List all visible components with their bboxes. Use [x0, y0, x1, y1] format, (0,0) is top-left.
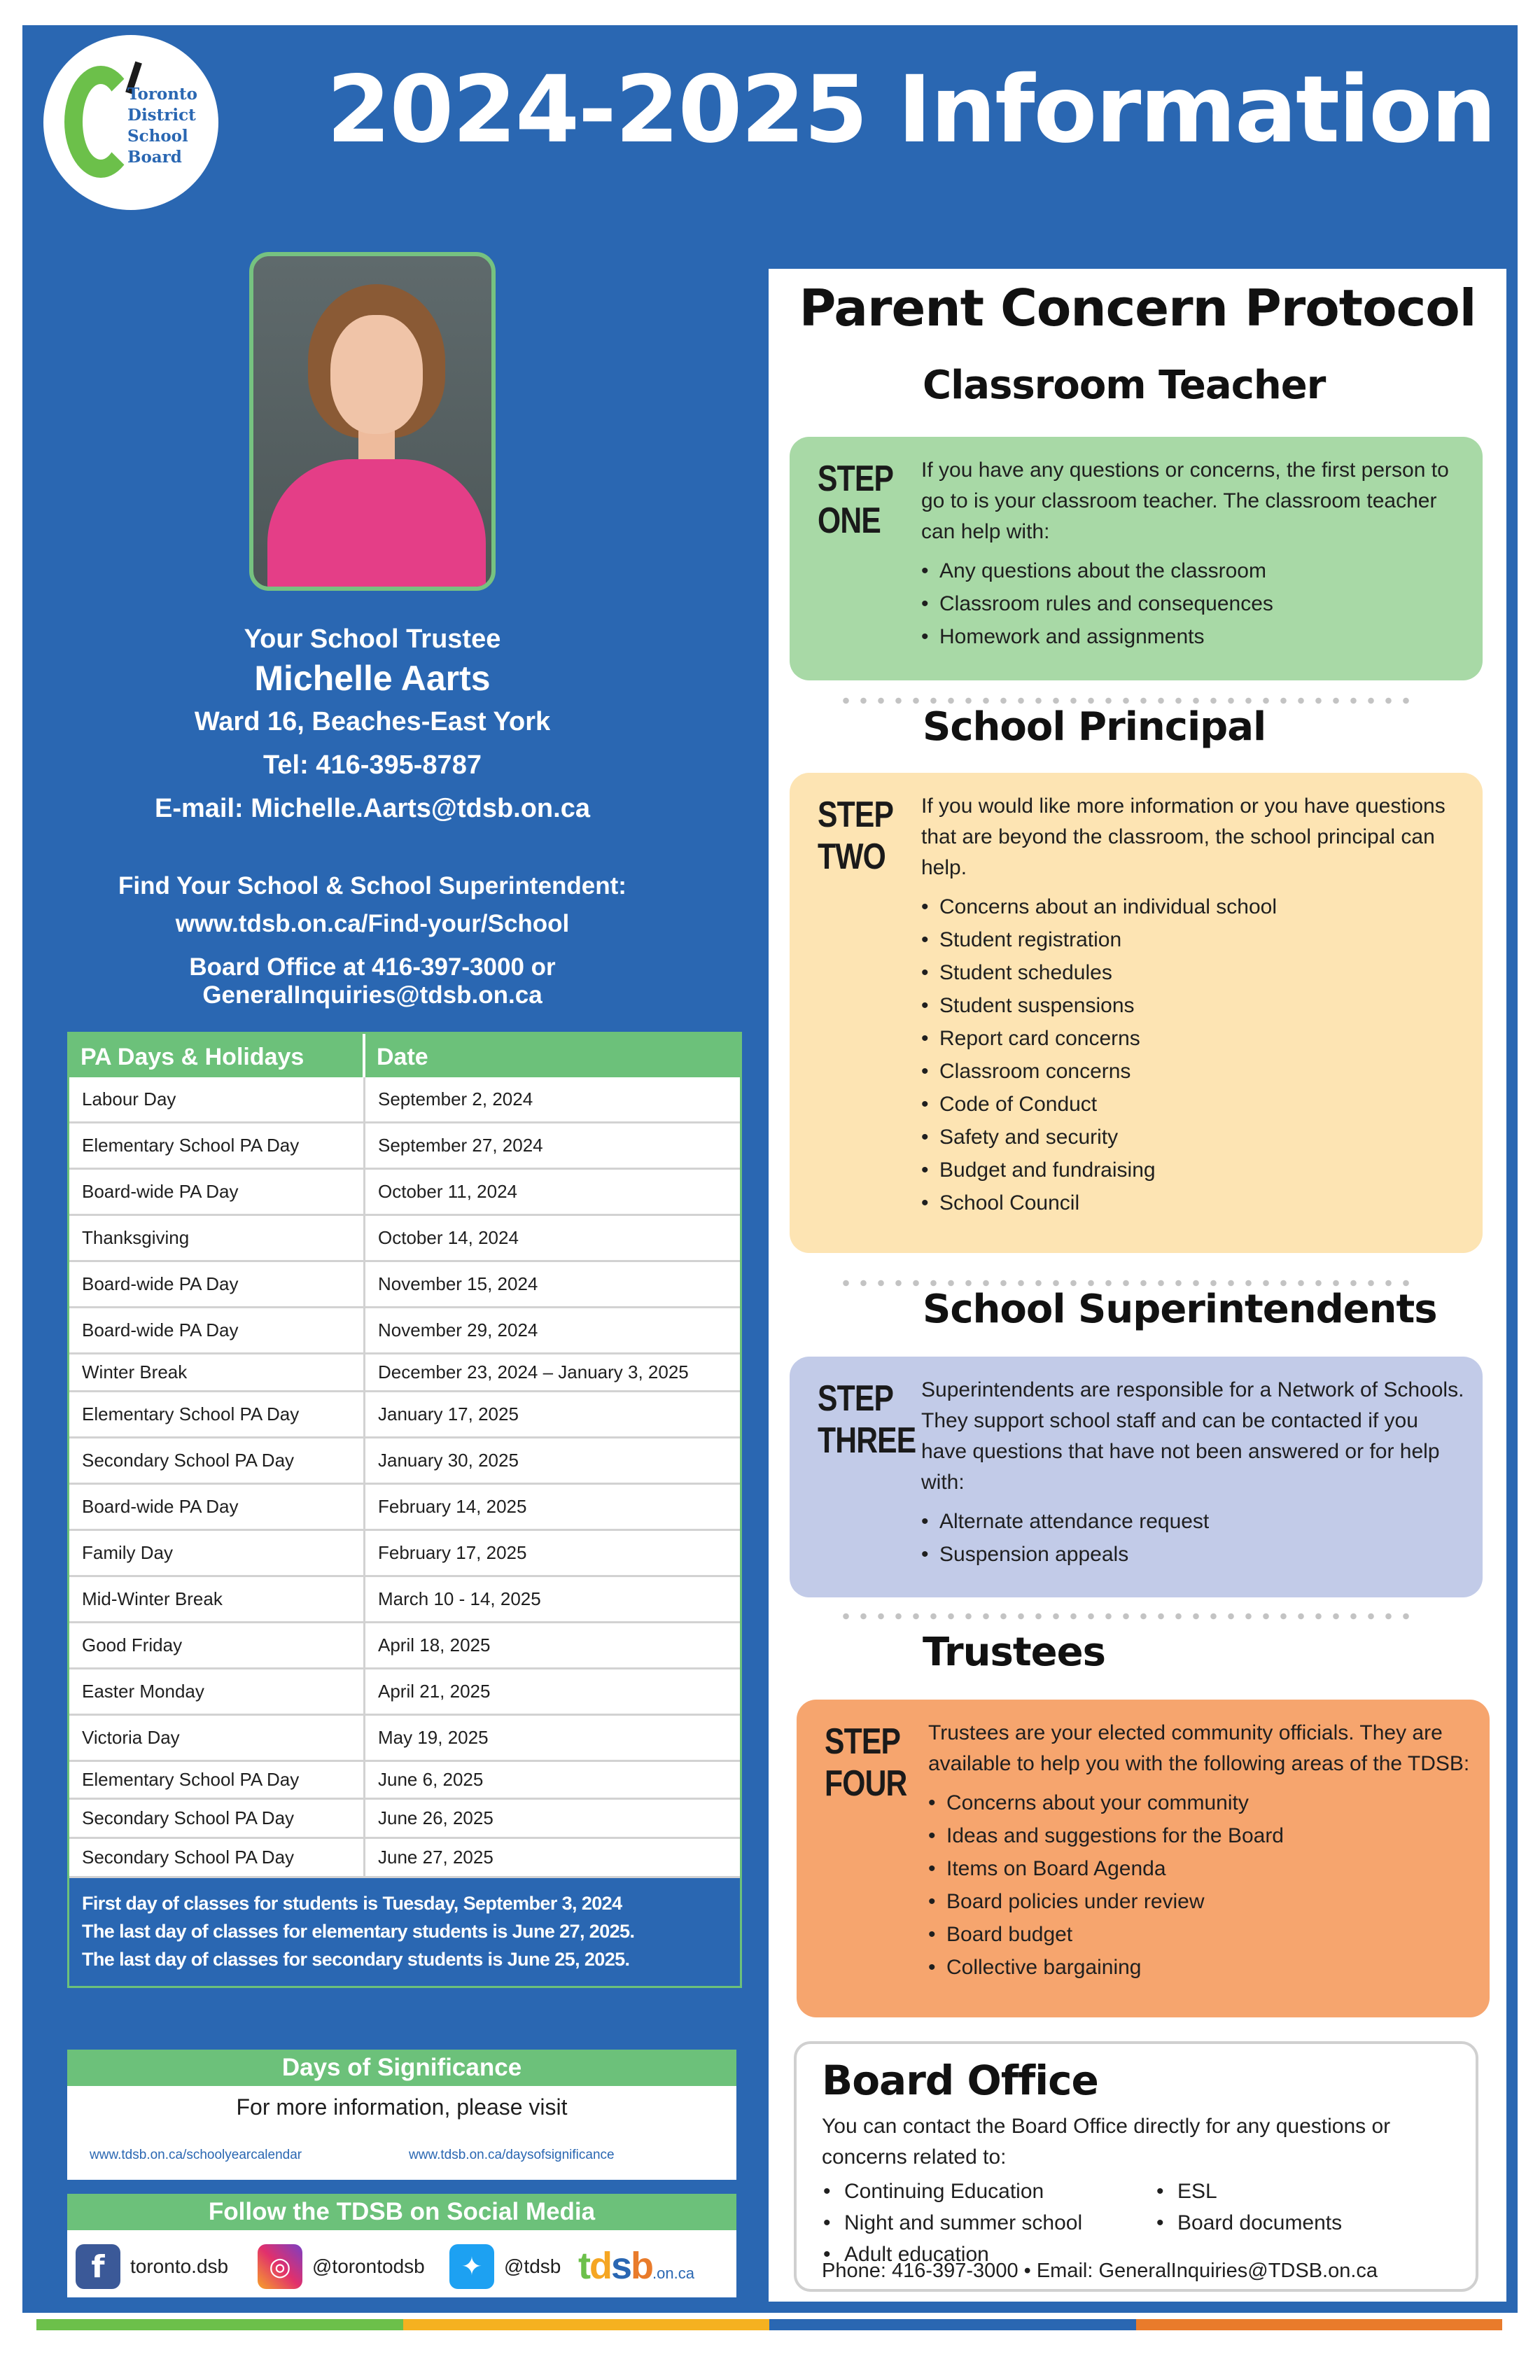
- trustee-photo: [249, 252, 496, 591]
- trustee-email[interactable]: E-mail: Michelle.Aarts@tdsb.on.ca: [155, 794, 590, 823]
- table-row: [69, 1438, 740, 1485]
- pa-day-name: Board-wide PA Day: [69, 1485, 365, 1529]
- section-title-school-superintendents: School Superintendents: [923, 1287, 1437, 1332]
- list-item: • Adult education: [820, 2239, 1082, 2270]
- twitter-link[interactable]: ✦ @tdsb: [449, 2244, 561, 2289]
- color-strip-segment: [36, 2319, 403, 2330]
- table-row: [69, 1577, 740, 1623]
- find-school-link[interactable]: www.tdsb.on.ca/Find-your/School: [175, 910, 570, 937]
- step-two-text: If you would like more information or you have questions that are beyond the classroom, the school principal can help.: [921, 794, 1446, 879]
- section-title-trustees: Trustees: [923, 1630, 1105, 1675]
- days-of-significance-link[interactable]: www.tdsb.on.ca/daysofsignificance: [409, 2148, 615, 2162]
- list-item: • Classroom rules and consequences: [921, 587, 1467, 620]
- step-four-label: STEP FOUR: [825, 1721, 907, 1804]
- step-three-box: [790, 1357, 1483, 1597]
- social-media-panel: [67, 2194, 736, 2297]
- pa-day-date: January 17, 2025: [378, 1404, 519, 1424]
- trustee-ward: Ward 16, Beaches-East York: [194, 707, 551, 736]
- board-office-title: Board Office: [822, 2057, 1098, 2104]
- instagram-icon: ◎: [258, 2244, 302, 2289]
- step-four-box: [797, 1700, 1490, 2017]
- twitter-icon: ✦: [449, 2244, 494, 2289]
- pa-day-date: June 26, 2025: [378, 1807, 493, 1828]
- table-row: [69, 1839, 740, 1878]
- days-of-significance-panel: [67, 2050, 736, 2180]
- list-item: • Concerns about an individual school: [921, 890, 1467, 923]
- table-row: [69, 1077, 740, 1124]
- pa-day-date: December 23, 2024 – January 3, 2025: [378, 1362, 689, 1382]
- list-item: • Any questions about the classroom: [921, 554, 1467, 587]
- step-one-box: [790, 437, 1483, 680]
- social-media-title: Follow the TDSB on Social Media: [67, 2194, 736, 2230]
- last-day-secondary-note: The last day of classes for secondary students is June 25, 2025.: [82, 1949, 630, 1970]
- list-item: • ESL: [1154, 2176, 1342, 2207]
- step-three-list: [921, 1505, 1467, 1571]
- list-item: • Student schedules: [921, 956, 1467, 989]
- table-row: [69, 1262, 740, 1308]
- trustee-label: Your School Trustee: [244, 624, 501, 654]
- pa-day-name: Board-wide PA Day: [69, 1262, 365, 1306]
- step-four-text: Trustees are your elected community officials. They are available to help you with the following areas of the TDSB:: [928, 1721, 1470, 1775]
- table-row: [69, 1800, 740, 1839]
- find-school-title: Find Your School & School Superintendent:: [118, 872, 626, 899]
- apple-c-icon: [64, 66, 137, 178]
- list-item: • Student suspensions: [921, 989, 1467, 1022]
- days-of-significance-title: Days of Significance: [67, 2050, 736, 2086]
- table-row: [69, 1762, 740, 1800]
- dotted-divider: [837, 1613, 1418, 1620]
- table-row: [69, 1392, 740, 1438]
- list-item: • Board budget: [928, 1918, 1474, 1951]
- facebook-icon: f: [76, 2244, 120, 2289]
- list-item: • Code of Conduct: [921, 1088, 1467, 1121]
- school-year-calendar-link[interactable]: www.tdsb.on.ca/schoolyearcalendar: [90, 2148, 302, 2162]
- pa-day-date: February 17, 2025: [378, 1542, 527, 1563]
- pa-day-name: Secondary School PA Day: [69, 1800, 365, 1837]
- days-of-significance-info: For more information, please visit: [236, 2094, 568, 2120]
- pa-day-date: April 18, 2025: [378, 1634, 491, 1656]
- step-one-text: If you have any questions or concerns, the first person to go to is your classroom teacher. The classroom teacher can help with:: [921, 458, 1449, 543]
- list-item: • Items on Board Agenda: [928, 1852, 1474, 1885]
- pa-day-name: Secondary School PA Day: [69, 1438, 365, 1483]
- pa-day-date: November 29, 2024: [378, 1320, 538, 1340]
- list-item: • Collective bargaining: [928, 1951, 1474, 1984]
- list-item: • Ideas and suggestions for the Board: [928, 1819, 1474, 1852]
- pa-day-name: Elementary School PA Day: [69, 1762, 365, 1798]
- column-header-date: Date: [377, 1044, 428, 1070]
- color-strip-segment: [1136, 2319, 1503, 2330]
- list-item: • Night and summer school: [820, 2207, 1082, 2239]
- pa-day-name: Thanksgiving: [69, 1216, 365, 1260]
- table-row: [69, 1623, 740, 1670]
- table-row: [69, 1354, 740, 1392]
- school-year-notes: [69, 1878, 740, 1986]
- facebook-link[interactable]: f toronto.dsb: [76, 2244, 228, 2289]
- pa-day-name: Board-wide PA Day: [69, 1170, 365, 1214]
- list-item: • Suspension appeals: [921, 1538, 1467, 1571]
- table-row: [69, 1716, 740, 1762]
- pa-day-date: April 21, 2025: [378, 1681, 491, 1702]
- pa-day-name: Mid-Winter Break: [69, 1577, 365, 1621]
- tdsb-wordmark: tdsb: [578, 2245, 653, 2287]
- list-item: • Safety and security: [921, 1121, 1467, 1154]
- table-row: [69, 1216, 740, 1262]
- table-body: [69, 1077, 740, 1878]
- pa-day-date: February 14, 2025: [378, 1496, 527, 1517]
- board-office-contact: Board Office at 416-397-3000 or GeneralInquiries@tdsb.on.ca: [189, 953, 556, 1009]
- pa-day-date: January 30, 2025: [378, 1450, 519, 1471]
- table-row: [69, 1531, 740, 1577]
- board-office-description: You can contact the Board Office directly for any questions or concerns related to:: [822, 2115, 1391, 2169]
- list-item: • Homework and assignments: [921, 620, 1467, 653]
- list-item: • Student registration: [921, 923, 1467, 956]
- pa-day-date: June 27, 2025: [378, 1847, 493, 1868]
- pa-day-name: Elementary School PA Day: [69, 1124, 365, 1168]
- page-title: 2024-2025 Information: [326, 56, 1495, 164]
- trustee-phone: Tel: 416-395-8787: [263, 750, 482, 780]
- table-header: [69, 1034, 740, 1077]
- list-item: • School Council: [921, 1186, 1467, 1219]
- table-row: [69, 1308, 740, 1354]
- list-item: • Board policies under review: [928, 1885, 1474, 1918]
- parent-concern-protocol-panel: [769, 269, 1506, 2302]
- pa-day-date: September 2, 2024: [378, 1088, 533, 1110]
- list-item: • Concerns about your community: [928, 1786, 1474, 1819]
- table-row: [69, 1670, 740, 1716]
- board-office-list-right: [1154, 2176, 1342, 2239]
- table-row: [69, 1170, 740, 1216]
- pa-day-name: Secondary School PA Day: [69, 1839, 365, 1876]
- color-strip-segment: [403, 2319, 770, 2330]
- list-item: • Budget and fundraising: [921, 1154, 1467, 1186]
- pa-day-date: October 14, 2024: [378, 1227, 519, 1248]
- instagram-link[interactable]: ◎ @torontodsb: [258, 2244, 425, 2289]
- pa-day-date: November 15, 2024: [378, 1273, 538, 1294]
- pa-day-name: Winter Break: [69, 1354, 365, 1390]
- column-header-pa-days: PA Days & Holidays: [69, 1034, 365, 1077]
- table-row: [69, 1124, 740, 1170]
- pa-day-name: Board-wide PA Day: [69, 1308, 365, 1352]
- step-three-text: Superintendents are responsible for a Network of Schools. They support school staff and can be contacted if you have questions that have not been answered or for help with:: [921, 1378, 1464, 1494]
- pa-day-name: Easter Monday: [69, 1670, 365, 1714]
- step-one-list: [921, 554, 1467, 653]
- pa-day-date: October 11, 2024: [378, 1181, 517, 1202]
- section-title-classroom-teacher: Classroom Teacher: [923, 363, 1326, 408]
- step-two-label: STEP TWO: [818, 794, 894, 877]
- tdsb-logo: [43, 35, 218, 210]
- pa-day-name: Victoria Day: [69, 1716, 365, 1760]
- section-title-school-principal: School Principal: [923, 704, 1266, 750]
- step-two-box: [790, 773, 1483, 1253]
- pa-day-date: March 10 - 14, 2025: [378, 1588, 541, 1609]
- pa-day-date: May 19, 2025: [378, 1727, 489, 1748]
- step-one-label: STEP ONE: [818, 458, 894, 541]
- dotted-divider: [837, 1280, 1418, 1287]
- list-item: • Classroom concerns: [921, 1055, 1467, 1088]
- table-row: [69, 1485, 740, 1531]
- step-two-list: [921, 890, 1467, 1219]
- list-item: • Board documents: [1154, 2207, 1342, 2239]
- logo-wordmark: Toronto District School Board: [127, 85, 197, 167]
- list-item: • Alternate attendance request: [921, 1505, 1467, 1538]
- list-item: • Continuing Education: [820, 2176, 1082, 2207]
- step-four-list: [928, 1786, 1474, 1984]
- board-office-contact-line: Phone: 416-397-3000 • Email: GeneralInquiries@TDSB.on.ca: [822, 2260, 1378, 2282]
- pa-day-date: September 27, 2024: [378, 1135, 543, 1156]
- pa-day-name: Good Friday: [69, 1623, 365, 1667]
- pa-day-name: Family Day: [69, 1531, 365, 1575]
- tdsb-website-logo[interactable]: tdsb.on.ca: [578, 2245, 694, 2287]
- board-office-box: [794, 2041, 1478, 2292]
- pa-day-name: Labour Day: [69, 1077, 365, 1121]
- color-strip-segment: [769, 2319, 1136, 2330]
- trustee-name: Michelle Aarts: [254, 659, 491, 698]
- list-item: • Report card concerns: [921, 1022, 1467, 1055]
- pa-days-table: [67, 1032, 742, 1988]
- pa-day-date: June 6, 2025: [378, 1769, 484, 1790]
- dotted-divider: [837, 697, 1418, 704]
- board-office-list-left: [820, 2176, 1082, 2270]
- protocol-title: Parent Concern Protocol: [799, 279, 1476, 337]
- pa-day-name: Elementary School PA Day: [69, 1392, 365, 1436]
- first-day-note: First day of classes for students is Tuesday, September 3, 2024: [82, 1893, 622, 1914]
- step-three-label: STEP THREE: [818, 1378, 916, 1461]
- color-strip: [36, 2319, 1502, 2330]
- last-day-elementary-note: The last day of classes for elementary students is June 27, 2025.: [82, 1921, 635, 1942]
